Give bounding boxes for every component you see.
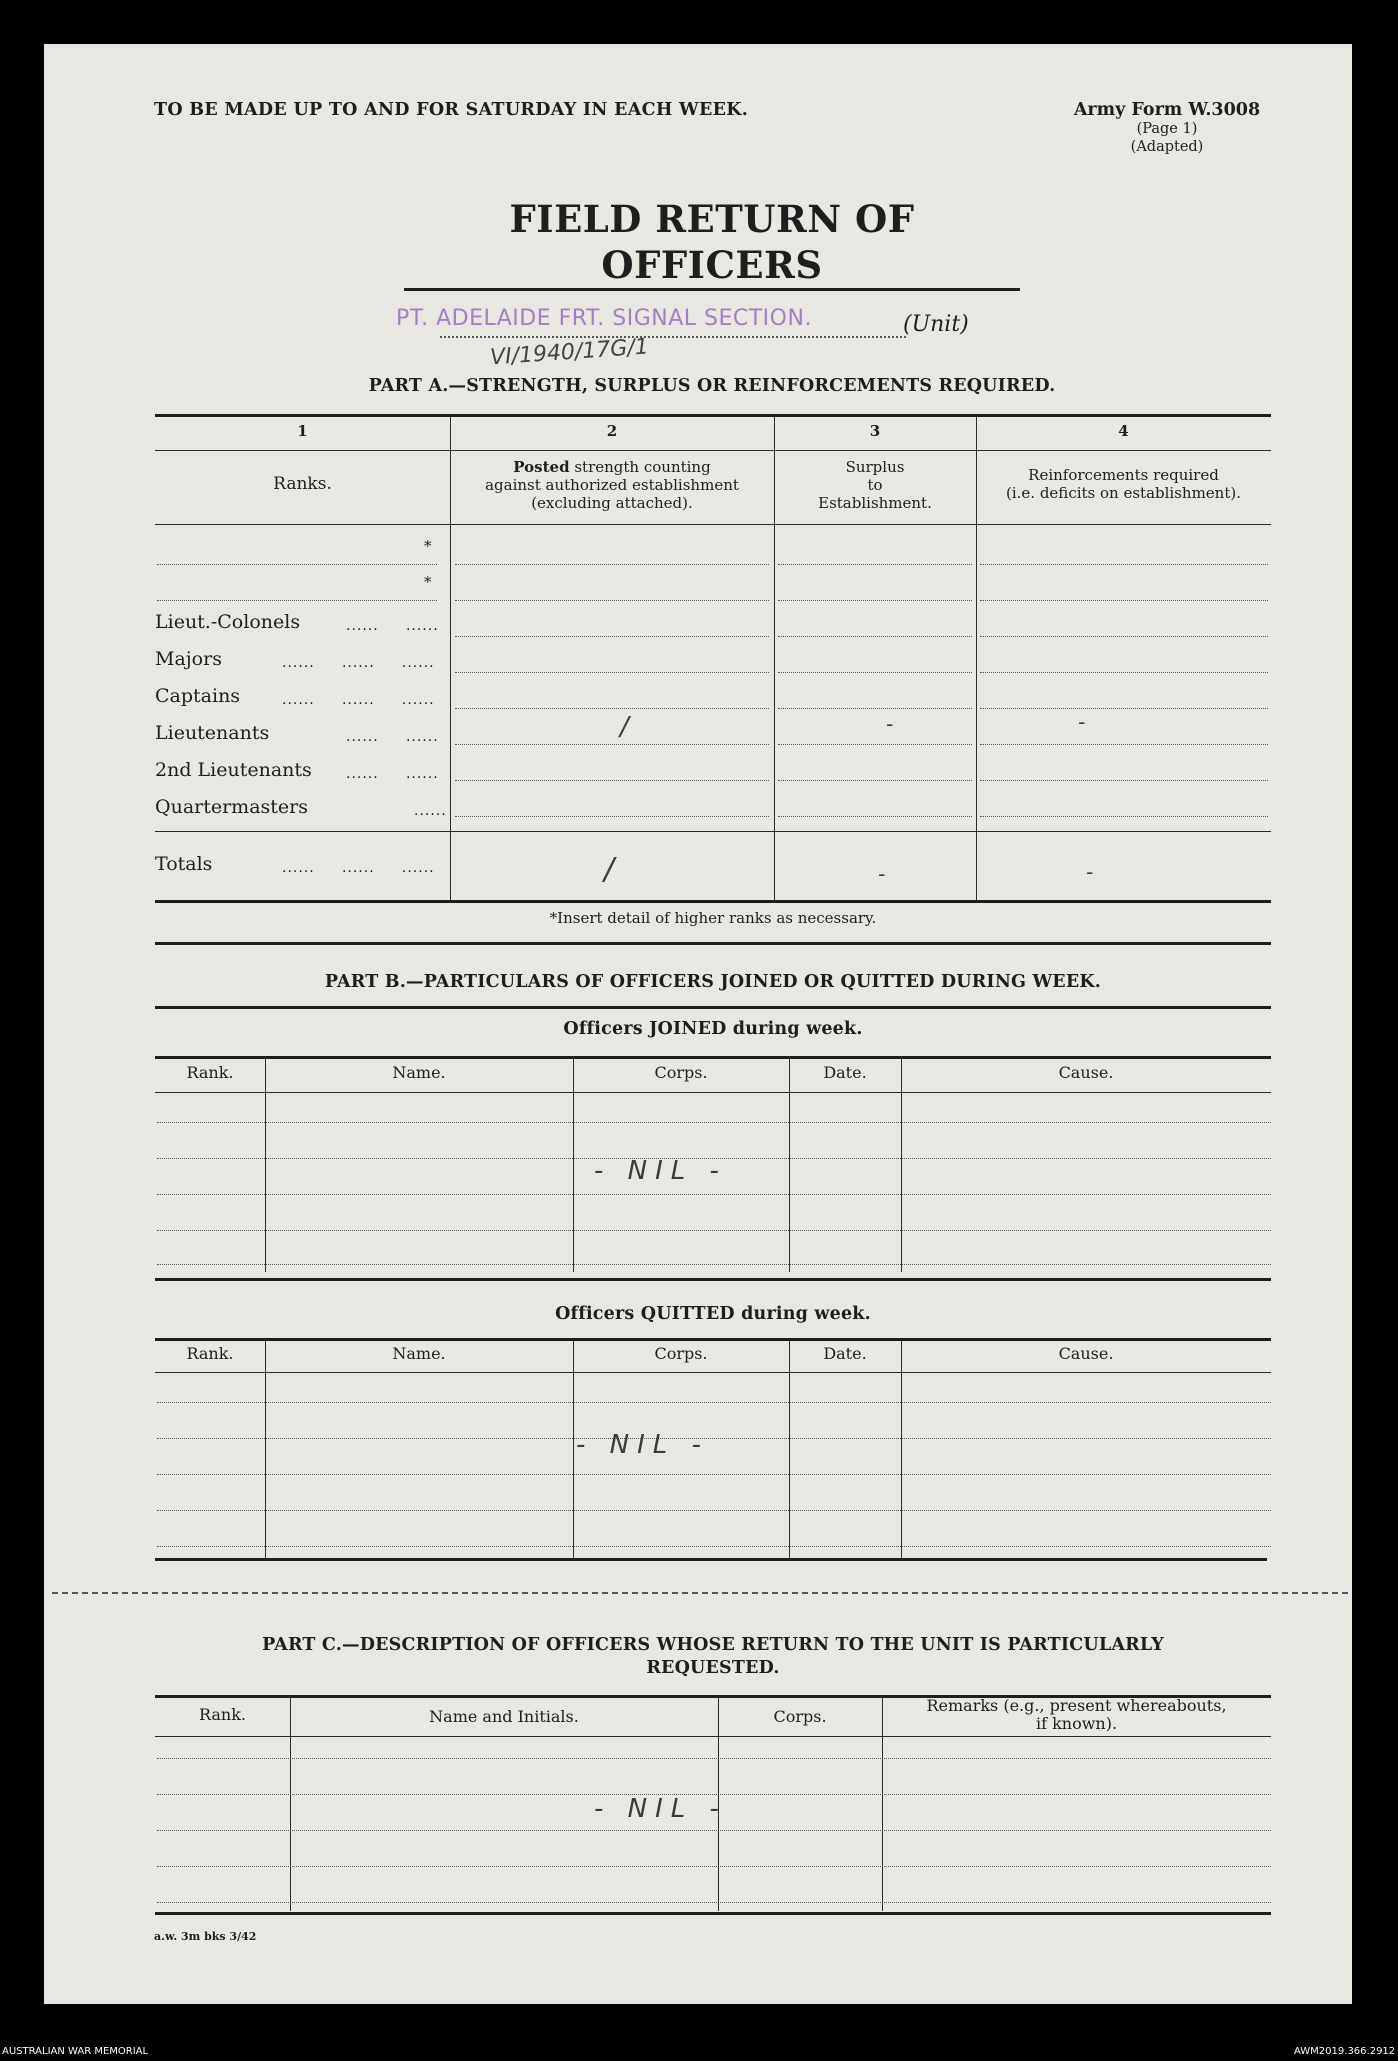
- part-a-end-rule: [155, 942, 1271, 945]
- part-c-col-corps: Corps.: [773, 1707, 827, 1726]
- rank-label: 2nd Lieutenants: [155, 759, 312, 781]
- row-line: [778, 744, 972, 745]
- row-line: [980, 708, 1268, 709]
- surplus-line2: to: [867, 476, 883, 494]
- reinf-line2: (i.e. deficits on establishment).: [1006, 484, 1241, 502]
- rank-label: Quartermasters: [155, 796, 308, 818]
- quitted-col-cause: Cause.: [1058, 1344, 1114, 1363]
- totals-label: Totals: [155, 853, 213, 875]
- leader-dots: ...... ......: [346, 766, 439, 782]
- form-adapted: (Adapted): [1130, 139, 1204, 155]
- quitted-row-line: [157, 1402, 1271, 1403]
- unit-dotted-line: [440, 336, 906, 338]
- posted-line3: (excluding attached).: [531, 494, 693, 512]
- row-line: [455, 600, 769, 601]
- leader-dots: ...... ...... ......: [282, 860, 435, 876]
- joined-divider: [901, 1058, 902, 1272]
- remarks-line2: if known).: [1035, 1714, 1118, 1733]
- posted-header: [450, 458, 774, 512]
- lieutenants-surplus-entry: -: [886, 712, 894, 736]
- row-line: [455, 744, 769, 745]
- part-c-heading-line2: REQUESTED.: [646, 1658, 780, 1678]
- joined-col-rank: Rank.: [186, 1063, 234, 1082]
- part-c-divider: [290, 1697, 291, 1911]
- joined-divider: [265, 1058, 266, 1272]
- joined-divider: [789, 1058, 790, 1272]
- quitted-row-line: [157, 1546, 1271, 1547]
- asterisk-1: *: [424, 537, 432, 555]
- leader-dots: ...... ......: [346, 618, 439, 634]
- col-number-2: 2: [606, 422, 618, 440]
- row-line: [980, 672, 1268, 673]
- col-number-1: 1: [297, 422, 308, 440]
- row-line: [778, 564, 972, 565]
- joined-table-top-rule: [155, 1056, 1271, 1059]
- row-line: [455, 780, 769, 781]
- reference-number: VI/1940/17G/1: [489, 334, 650, 371]
- surplus-line3: Establishment.: [818, 494, 932, 512]
- posted-line2: against authorized establishment: [485, 476, 739, 494]
- cut-line: [52, 1592, 1348, 1594]
- part-c-row-line: [157, 1902, 1271, 1903]
- row-line: [980, 744, 1268, 745]
- joined-nil-entry: - NIL -: [594, 1156, 727, 1186]
- posted-rest: strength counting: [569, 458, 711, 476]
- joined-col-date: Date.: [823, 1063, 867, 1082]
- joined-row-line: [157, 1194, 1271, 1195]
- part-c-heading-line1: PART C.—DESCRIPTION OF OFFICERS WHOSE RETURN TO THE UNIT IS PARTICULARLY: [262, 1635, 1164, 1655]
- quitted-table-top-rule: [155, 1338, 1271, 1341]
- row-line: [980, 564, 1268, 565]
- row-line: [778, 708, 972, 709]
- quitted-divider: [573, 1340, 574, 1558]
- totals-posted-entry: /: [604, 852, 615, 887]
- joined-row-line: [157, 1122, 1271, 1123]
- part-a-header-rule: [155, 524, 1271, 525]
- part-c-col-rank: Rank.: [198, 1705, 247, 1724]
- part-b-top-rule: [155, 1006, 1271, 1009]
- leader-dots: ...... ...... ......: [282, 692, 435, 708]
- row-line: [778, 816, 972, 817]
- row-line: [778, 636, 972, 637]
- col-number-3: 3: [869, 422, 881, 440]
- quitted-divider: [789, 1340, 790, 1558]
- part-c-heading: [155, 1634, 1271, 1680]
- row-line: [455, 672, 769, 673]
- rank-label: Captains: [155, 685, 241, 707]
- col-number-4: 4: [1118, 422, 1129, 440]
- part-a-number-rule: [155, 450, 1271, 451]
- instruction-text: TO BE MADE UP TO AND FOR SATURDAY IN EACH WEEK.: [154, 100, 749, 120]
- row-line: [778, 600, 972, 601]
- quitted-col-rank: Rank.: [186, 1344, 234, 1363]
- rank-label: Lieutenants: [155, 722, 270, 744]
- totals-top-rule: [155, 831, 1271, 832]
- row-line: [980, 816, 1268, 817]
- row-line: [778, 672, 972, 673]
- archive-caption: AUSTRALIAN WAR MEMORIAL: [2, 2046, 149, 2057]
- joined-row-line: [157, 1264, 1271, 1265]
- page-title: FIELD RETURN OF OFFICERS: [404, 196, 1020, 291]
- joined-header-rule: [155, 1092, 1271, 1093]
- leader-dots: ......: [414, 803, 447, 819]
- leader-dots: ...... ...... ......: [282, 655, 435, 671]
- leader-dots: ...... ......: [346, 729, 439, 745]
- part-c-header-rule: [155, 1736, 1271, 1737]
- totals-surplus-entry: -: [878, 862, 886, 886]
- row-line: [980, 780, 1268, 781]
- form-page: (Page 1): [1136, 121, 1198, 137]
- part-a-footnote: *Insert detail of higher ranks as necessary.: [549, 909, 877, 927]
- joined-bottom-rule: [155, 1278, 1271, 1281]
- archive-reference: AWM2019.366.2912: [1294, 2046, 1396, 2057]
- part-c-nil-entry: - NIL -: [594, 1794, 727, 1824]
- print-code: a.w. 3m bks 3/42: [154, 1930, 257, 1943]
- quitted-bottom-rule: [155, 1558, 1267, 1561]
- joined-row-line: [157, 1230, 1271, 1231]
- rank-label: Majors: [155, 648, 222, 670]
- part-c-row-line: [157, 1758, 1271, 1759]
- part-a-top-rule: [155, 414, 1271, 417]
- row-line: [980, 600, 1268, 601]
- joined-title: Officers JOINED during week.: [563, 1019, 863, 1039]
- blank-rank-line-1: [157, 564, 437, 565]
- quitted-row-line: [157, 1474, 1271, 1475]
- surplus-line1: Surplus: [845, 458, 905, 476]
- remarks-line1: Remarks (e.g., present whereabouts,: [926, 1696, 1227, 1715]
- part-c-col-remarks: [882, 1697, 1271, 1733]
- row-line: [455, 564, 769, 565]
- row-line: [455, 816, 769, 817]
- blank-rank-line-2: [157, 600, 437, 601]
- part-c-row-line: [157, 1866, 1271, 1867]
- quitted-col-corps: Corps.: [654, 1344, 708, 1363]
- quitted-divider: [265, 1340, 266, 1558]
- part-c-row-line: [157, 1830, 1271, 1831]
- part-c-divider: [882, 1697, 883, 1911]
- joined-col-name: Name.: [392, 1063, 446, 1082]
- part-c-col-name: Name and Initials.: [429, 1707, 579, 1726]
- ranks-header: Ranks.: [273, 474, 332, 494]
- joined-divider: [573, 1058, 574, 1272]
- quitted-nil-entry: - NIL -: [576, 1430, 709, 1460]
- part-c-bottom-rule: [155, 1912, 1271, 1915]
- quitted-col-name: Name.: [392, 1344, 446, 1363]
- row-line: [455, 636, 769, 637]
- quitted-title: Officers QUITTED during week.: [555, 1304, 871, 1324]
- reinforcements-header: [976, 466, 1271, 502]
- row-line: [980, 636, 1268, 637]
- reinf-line1: Reinforcements required: [1028, 466, 1219, 484]
- part-b-heading: PART B.—PARTICULARS OF OFFICERS JOINED OR QUITTED DURING WEEK.: [324, 972, 1102, 992]
- asterisk-2: *: [424, 573, 432, 591]
- part-a-bottom-rule: [155, 900, 1271, 903]
- row-line: [455, 708, 769, 709]
- lieutenants-reinforcements-entry: -: [1078, 710, 1086, 734]
- form-number-block: [1062, 100, 1272, 156]
- quitted-row-line: [157, 1438, 1271, 1439]
- quitted-col-date: Date.: [823, 1344, 867, 1363]
- quitted-header-rule: [155, 1372, 1271, 1373]
- quitted-row-line: [157, 1510, 1271, 1511]
- totals-reinforcements-entry: -: [1086, 860, 1094, 884]
- lieutenants-posted-entry: /: [620, 712, 629, 742]
- rank-label: Lieut.-Colonels: [155, 611, 301, 633]
- joined-col-corps: Corps.: [654, 1063, 708, 1082]
- unit-label: (Unit): [903, 312, 969, 337]
- row-line: [778, 780, 972, 781]
- surplus-header: [774, 458, 976, 512]
- joined-col-cause: Cause.: [1058, 1063, 1114, 1082]
- form-number: Army Form W.3008: [1073, 100, 1261, 120]
- part-a-heading: PART A.—STRENGTH, SURPLUS OR REINFORCEMENTS REQUIRED.: [368, 376, 1056, 396]
- unit-stamp: PT. ADELAIDE FRT. SIGNAL SECTION.: [396, 306, 812, 331]
- posted-bold: Posted: [513, 458, 570, 476]
- quitted-divider: [901, 1340, 902, 1558]
